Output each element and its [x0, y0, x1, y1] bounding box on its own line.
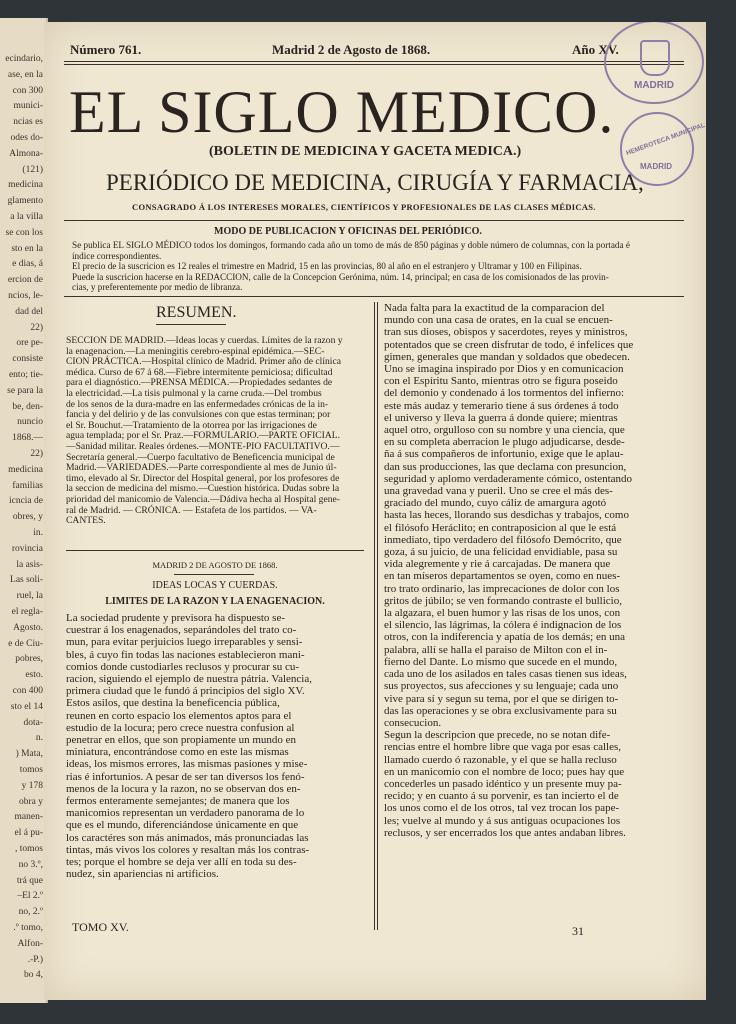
text-line: en un manicomio con el nombre de loco; pues hay que [384, 765, 625, 778]
edge-fragment: .-P.) [27, 954, 43, 965]
edge-fragment: obres, y [12, 512, 43, 523]
header-rule-2 [64, 64, 684, 65]
edge-fragment: no 3.º, [18, 859, 43, 870]
edge-fragment: el á pu- [14, 828, 43, 839]
text-line: manicomios representan un verdadero panorama de lo [66, 807, 305, 820]
edge-fragment: 22) [30, 449, 43, 459]
edge-fragment: Agosto. [13, 622, 43, 633]
text-line: tro trato ordinario, las imprecaciones de dolor con los [384, 582, 620, 595]
text-line: Segun la descripcion que precede, no se notan dife- [384, 729, 611, 742]
text-line: potentados que se creen disfrutar de todo, é infelices que [384, 338, 634, 351]
modo-line: cias, y preferentemente por medio de libranza. [72, 282, 243, 292]
column-divider-2 [377, 302, 378, 930]
text-line: este más audaz y temerario tiene á sus órdenes á todo [384, 399, 619, 412]
modo-line: El precio de la suscricion es 12 reales el trimestre en Madrid, 15 en las provincias, 80 al año en el estranjero y Ultramar y 100 en Filipinas. [72, 261, 582, 271]
library-stamp-bottom [620, 112, 706, 186]
stamp-bottom-text: HEMEROTECA MUNICIPAL [625, 121, 706, 158]
text-line: llamado cuerdo ó razonable, y el que se halla recluso [384, 753, 617, 766]
edge-fragment: consiste [12, 354, 43, 365]
text-line: Nada falta para la exactitud de la comparacion del [384, 302, 605, 314]
modo-line: Puede la suscricion hacerse en la REDACCION, calle de la Concepcion Gerónima, núm. 14, principal; en casa de los comisionados de las provin- [72, 271, 609, 282]
masthead-rule [64, 220, 684, 221]
edge-fragment: ncias es [13, 117, 43, 128]
edge-fragment: be, den- [12, 401, 43, 412]
edge-fragment: dota- [23, 717, 43, 728]
edge-fragment: trá que [16, 875, 43, 886]
edge-fragment: ncios, le- [8, 291, 43, 301]
text-line: la seccion de medicina del mismo.—Cuestion histórica. Dudas sobre la [66, 483, 340, 495]
text-line: Estos asilos, que destina la beneficencia pública, [66, 697, 280, 710]
text-line: les; vuelve al mundo y á sus antiguas ocupaciones los [384, 814, 621, 827]
edge-fragment: , tomos [15, 844, 43, 854]
edge-fragment: 1868.— [12, 433, 43, 444]
issue-year: Año XV. [572, 42, 619, 57]
edge-fragment: ecindario, [5, 54, 43, 64]
text-line: recido; y en cuanto á su porvenir, es tan incierto el de [384, 790, 619, 803]
edge-fragment: (121) [22, 164, 43, 175]
text-line: en tan míseros departamentos se oyen, como en nues- [384, 570, 621, 583]
text-line: fermos enteramente semejantes; de manera que los [66, 795, 290, 808]
resumen-title-underline [156, 324, 226, 325]
text-line: menos de la locura y la razon, no se observan dos en- [66, 782, 301, 795]
edge-fragment: y 178 [21, 780, 43, 791]
text-line: La sociedad prudente y previsora ha dispuesto se- [66, 612, 286, 624]
edge-fragment: in. [33, 528, 43, 538]
library-stamp-top [604, 22, 704, 104]
text-line: cada uno de los asilados en tales casas tienen sus ideas, [384, 668, 627, 681]
text-line: reunen en corto espacio los elementos aptos para el [66, 709, 292, 722]
edge-fragment: obra y [18, 796, 43, 807]
edge-fragment: ase, en la [7, 69, 43, 80]
text-line: concederles un pasado idéntico y un presente muy pa- [384, 777, 622, 790]
stamp-top-text: MADRID [634, 80, 674, 91]
resumen-text [66, 336, 364, 527]
text-line: mundo con una casa de orates, en la cual se encuen- [384, 314, 613, 327]
article-heading: IDEAS LOCAS Y CUERDAS. [152, 580, 278, 591]
crest-icon [640, 40, 670, 76]
text-line: hasta las heces, llorando sus desdichas y trabajos, como [384, 509, 629, 522]
text-line: otros, con la indiferencia y apatía de los demás; en una [384, 631, 625, 644]
edge-fragment: bo 4, [24, 970, 43, 981]
edge-fragment: ) Mata, [15, 749, 43, 760]
text-line: para el diagnóstico.—PRENSA MÉDICA.—Propiedades sedantes de [66, 377, 333, 389]
edge-fragment: Almona- [9, 148, 43, 159]
edge-fragment: sto el 14 [10, 701, 43, 712]
text-line: Madrid.—VARIEDADES.—Parte correspondiente al mes de Junio úl- [66, 462, 337, 474]
text-line: dan sus producciones, las que declama con presuncion, [384, 460, 627, 473]
tomo-label: TOMO XV. [72, 920, 129, 934]
issue-date: Madrid 2 de Agosto de 1868. [272, 42, 431, 57]
text-line: fierno del Dante. Lo mismo que sucede en el mundo, [384, 655, 618, 668]
text-line: gimen, generales que mandan y soldados que obedecen. [384, 350, 630, 363]
edge-fragment: Alfon- [17, 938, 43, 949]
edge-fragment: e de Ciu- [8, 638, 43, 649]
text-line: con el Espíritu Santo, mientras otro se figura poseido [384, 375, 618, 388]
text-line: los unos como el de los otros, tal vez trocan los pape- [384, 802, 620, 815]
resumen-rule [66, 550, 364, 551]
text-line: tran sus dioses, obispos y sacerdotes, reyes y ministros, [384, 326, 628, 339]
text-line: una gravedad vana y pueril. Uno se cree el más des- [384, 485, 613, 498]
text-line: fancia y del delirio y de las convulsiones con que estas terminan; por [66, 409, 331, 421]
article-right-column [384, 302, 684, 839]
issue-number: Número 761. [70, 42, 142, 57]
edge-fragment: odes do- [10, 133, 43, 143]
left-page-edge [0, 18, 48, 1003]
text-line: SECCION DE MADRID.—Ideas locas y cuerdas. Límites de la razon y [66, 335, 343, 346]
text-line: de los senos de la dura-madre en las enfermedades crónicas de la in- [66, 398, 329, 410]
article-subheading: LIMITES DE LA RAZON Y LA ENAGENACION. [105, 596, 325, 607]
edge-fragment: se con los [5, 227, 43, 238]
text-line: mun, para evitar perjuicios luego irreparables y sensi- [66, 636, 303, 649]
text-line: tintas, más vivos los colores y resaltan más los contras- [66, 843, 310, 856]
text-line: das las operaciones y se obra exclusivamente para su [384, 704, 617, 717]
text-line: del demonio y condenado á los tormentos del infierno: [384, 387, 625, 400]
text-line: rencias entre el hombre libre que vaga por esas calles, [384, 741, 622, 754]
edge-fragment: con 400 [12, 686, 43, 696]
text-line: graciado del mundo, cuyo cáliz de amargura agotó [384, 497, 607, 510]
text-line: nudez, sin apariencias ni artificios. [66, 868, 219, 881]
edge-fragment: ento; tie- [8, 370, 43, 380]
column-divider [374, 302, 375, 930]
stamp-bottom-city: MADRID [640, 162, 672, 171]
text-line: inmediato, tipo verdadero del filósofo Demócrito, que [384, 533, 622, 546]
edge-fragment: –El 2.º [17, 891, 43, 902]
edge-fragment: ore pe- [16, 338, 43, 349]
text-line: gritos de júbilo; se ven formando contraste el bullicio, [384, 594, 622, 607]
text-line: el universo y lleva la guerra á donde quiere; mientras [384, 411, 618, 424]
edge-fragment: e dias, á [12, 259, 43, 270]
newspaper-page [44, 22, 706, 1000]
edge-fragment: 22) [30, 322, 43, 333]
edge-fragment: la asis- [16, 559, 43, 570]
text-line: penetrar en ellos, que son propiamente un mundo en [66, 734, 297, 747]
resumen-title: RESUMEN. [156, 304, 237, 321]
text-line: en su completa aberracion le plugo adjudicarse, desde- [384, 436, 625, 449]
text-line: reclusos, y ser encerrados los que antes andaban libres. [384, 826, 626, 839]
edge-fragment: .º tomo, [13, 923, 43, 933]
edge-fragment: familias [12, 480, 43, 491]
text-line: comios donde custodiarles reclusos y procurar su cu- [66, 660, 300, 673]
masthead-periodico: PERIÓDICO DE MEDICINA, CIRUGÍA Y FARMACIA, [106, 170, 644, 195]
text-line: que es el mundo, diferenciándose únicamente en que [66, 819, 299, 832]
modo-line: índice correspondientes. [72, 250, 162, 261]
edge-fragment: n. [35, 733, 43, 744]
text-line: tes; porque el hombre se deja ver allí en toda su des- [66, 856, 297, 869]
page-number: 31 [572, 924, 584, 938]
text-line: el Sr. Bouchut.—Tratamiento de la otorrea por las irrigaciones de [66, 419, 317, 431]
text-line: los caractéres son más animados, más pronunciadas las [66, 831, 309, 844]
text-line: la electricidad.—La tisis pulmonal y la carne cruda.—Del trombus [66, 387, 322, 399]
text-line: timo, elevado al Sr. Director del Hospital general, por los profesores de [66, 472, 340, 484]
edge-fragment: a la villa [10, 212, 43, 222]
text-line: racion, siguiendo el ejemplo de nuestra pátria. Valencia, [66, 673, 312, 686]
text-line: CION PRÁCTICA.—Hospital clínico de Madrid. Primer año de clínica [66, 356, 341, 368]
text-line: palabra, allí se halla el paraiso de Milton con el in- [384, 643, 608, 656]
text-line: sus proyectos, sus afecciones y su lenguaje; cada uno [384, 680, 619, 693]
dateline-rule [174, 574, 254, 575]
text-line: seguridad y aplomo verdaderamente cómico, ostentando [384, 472, 633, 485]
text-line: ideas, los mismos errores, las mismas pasiones y mise- [66, 758, 308, 771]
text-line: cuestrar á los enagenados, separándoles del trato co- [66, 624, 297, 637]
edge-fragment: pobres, [15, 654, 43, 665]
text-line: la enagenacion.—La meningitis cerebro-espinal epidémica.—SEC- [66, 345, 325, 357]
text-line: Secretaría general.—Cuerpo facultativo de Beneficencia municipal de [66, 451, 335, 463]
edge-fragment: no, 2.º [18, 907, 43, 918]
text-line: ral de Madrid. — CRÓNICA. — Estafeta de los partidos. — VA- [66, 504, 317, 516]
text-line: agua templada; por el Sr. Praz.—FORMULARIO.—PARTE OFICIAL. [66, 430, 341, 442]
masthead-title: EL SIGLO MEDICO. [69, 79, 615, 145]
text-line: —Sanidad militar. Reales órdenes.—MONTE-PIO FACULTATIVO.— [66, 440, 340, 452]
text-line: rias é infortunios. A pesar de ser tan diversos los fenó- [66, 770, 305, 783]
edge-fragment: munici- [13, 101, 43, 112]
text-line: aquel otro, orgulloso con su nombre y una ciencia, que [384, 424, 625, 437]
text-line: estudio de la locura; pero crece nuestra confusion al [66, 721, 295, 734]
text-line: el silencio, las lágrimas, la cólera é indignacion de los [384, 619, 622, 632]
edge-fragment: rovincia [11, 543, 43, 554]
text-line: bles, á cuyo fin todas las naciones establecieron mani- [66, 648, 305, 661]
text-line: vida alegremente y rie á carcajadas. De manera que [384, 558, 611, 571]
edge-fragment: ercion de [7, 275, 43, 286]
edge-fragment: esto. [25, 670, 43, 681]
edge-fragment: sto en la [11, 243, 43, 254]
text-line: CANTES. [66, 515, 106, 527]
text-line: prioridad del manicomio de Valencia.—Dádiva hecha al Hospital gene- [66, 493, 340, 505]
article-dateline: MADRID 2 DE AGOSTO DE 1868. [152, 560, 278, 570]
edge-fragment: dad del [15, 306, 43, 317]
edge-fragment: icncia de [8, 496, 43, 507]
text-line: consecucion. [384, 716, 442, 729]
edge-fragment: con 300 [12, 85, 43, 96]
modo-line: Se publica EL SIGLO MÉDICO todos los domingos, formando cada año un tomo de más de 850 páginas y doble número de columnas, con la portada é [72, 240, 630, 250]
edge-fragment: medicina [8, 180, 43, 191]
text-line: la algazara, el buen humor y las risas de los unos, con [384, 607, 621, 620]
edge-fragment: el regla- [11, 607, 43, 617]
edge-fragment: tomos [19, 765, 43, 775]
masthead-subtitle: (BOLETIN DE MEDICINA Y GACETA MEDICA.) [209, 144, 522, 159]
text-line: primera ciudad que le fundó á principios del siglo XV. [66, 685, 305, 698]
text-line: miniatura, encontrándose como en este las mismas [66, 746, 289, 759]
masthead-consagrado: CONSAGRADO Á LOS INTERESES MORALES, CIENTÍFICOS Y PROFESIONALES DE LAS CLASES MÉDICAS. [132, 202, 596, 212]
text-line: médica. Curso de 67 á 68.—Fiebre intermitente perniciosa; dificultad [66, 366, 333, 378]
edge-fragment: manen- [14, 812, 43, 823]
text-line: ña á sus compañeros de infortunio, exige que le aplau- [384, 448, 624, 461]
text-line: el filósofo Heráclito; en contraposicion al que le está [384, 521, 617, 534]
article-left-column [66, 612, 364, 880]
edge-fragment: medicina [8, 464, 43, 475]
edge-fragment: Las soli- [10, 575, 43, 586]
header-rule [64, 61, 684, 62]
modo-title: MODO DE PUBLICACION Y OFICINAS DEL PERIÓDICO. [214, 226, 482, 237]
edge-fragment: ruel, la [16, 591, 43, 602]
edge-fragment: se para la [7, 385, 43, 396]
modo-rule [64, 296, 684, 297]
text-line: goza, á su juicio, de una felicidad envidiable, pasa su [384, 546, 618, 559]
edge-fragment: nuncio [17, 417, 43, 428]
text-line: Uno se imagina inspirado por Dios y en comunicacion [384, 363, 624, 376]
edge-fragment: glamento [7, 196, 43, 207]
text-line: vive para sí y segun su tema, por el que se dirigen to- [384, 692, 619, 705]
